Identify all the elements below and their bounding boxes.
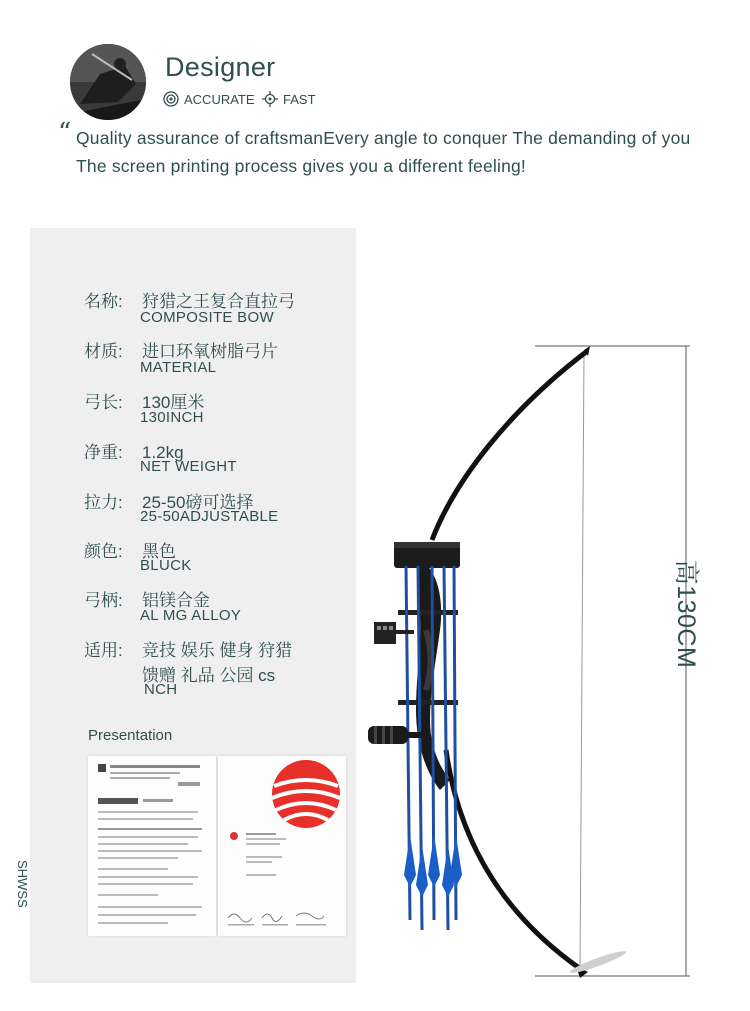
bow-sight xyxy=(374,622,396,644)
designer-avatar xyxy=(70,44,146,120)
spec-en: MATERIAL xyxy=(140,359,217,376)
spec-value-continued: 馈赠 礼品 公园 cs xyxy=(142,666,276,685)
spec-en: BLUCK xyxy=(140,557,192,574)
spec-en: AL MG ALLOY xyxy=(140,607,242,624)
spec-en: NET WEIGHT xyxy=(140,458,237,475)
badge-fast-label: FAST xyxy=(283,91,316,107)
spec-value: 黑色 xyxy=(142,542,176,561)
spec-label: 颜色: xyxy=(84,542,123,561)
quote-line-1: Quality assurance of craftsmanEvery angle to conquer The demanding of you xyxy=(76,128,691,148)
quote-mark: “ xyxy=(58,118,72,148)
badge-accurate xyxy=(163,91,255,107)
designer-title: Designer xyxy=(165,52,276,82)
spec-label: 名称: xyxy=(84,292,123,311)
bow-upper-limb xyxy=(432,352,586,540)
spec-label: 材质: xyxy=(84,342,123,361)
spec-en: COMPOSITE BOW xyxy=(140,309,274,326)
spec-label: 净重: xyxy=(84,443,123,462)
spec-value: 狩猎之王复合直拉弓 xyxy=(142,292,295,311)
certificate-document xyxy=(88,756,216,936)
spec-value: 进口环氧树脂弓片 xyxy=(142,342,278,361)
spec-value: 25-50磅可选择 xyxy=(142,493,254,512)
height-label: 高130CM xyxy=(672,559,700,669)
spec-value: 铝镁合金 xyxy=(142,591,210,610)
bow-lower-limb xyxy=(446,750,582,970)
spec-value: 竞技 娱乐 健身 狩猎 xyxy=(142,641,293,660)
side-label: SHWSS xyxy=(15,860,30,908)
spec-row-usage xyxy=(84,636,292,661)
spec-en: 130INCH xyxy=(140,409,204,426)
presentation-label: Presentation xyxy=(88,727,173,744)
spec-label: 适用: xyxy=(84,641,123,660)
spec-en: NCH xyxy=(144,681,178,698)
spec-value: 1.2kg xyxy=(142,443,184,462)
spec-label: 弓长: xyxy=(84,393,123,412)
badge-fast xyxy=(262,91,316,107)
target-icon xyxy=(163,91,179,107)
certificate-award xyxy=(218,756,346,936)
spec-value: 130厘米 xyxy=(142,393,205,412)
spec-label: 弓柄: xyxy=(84,591,123,610)
bow-illustration xyxy=(360,330,700,990)
arrows xyxy=(404,566,462,930)
bow-string xyxy=(580,352,584,970)
quote-line-2: The screen printing process gives you a different feeling! xyxy=(76,156,526,176)
spec-label: 拉力: xyxy=(84,493,123,512)
spec-en: 25-50ADJUSTABLE xyxy=(140,508,279,525)
badge-accurate-label: ACCURATE xyxy=(184,91,255,107)
crosshair-icon xyxy=(262,91,278,107)
red-dot-logo-icon xyxy=(272,760,340,828)
